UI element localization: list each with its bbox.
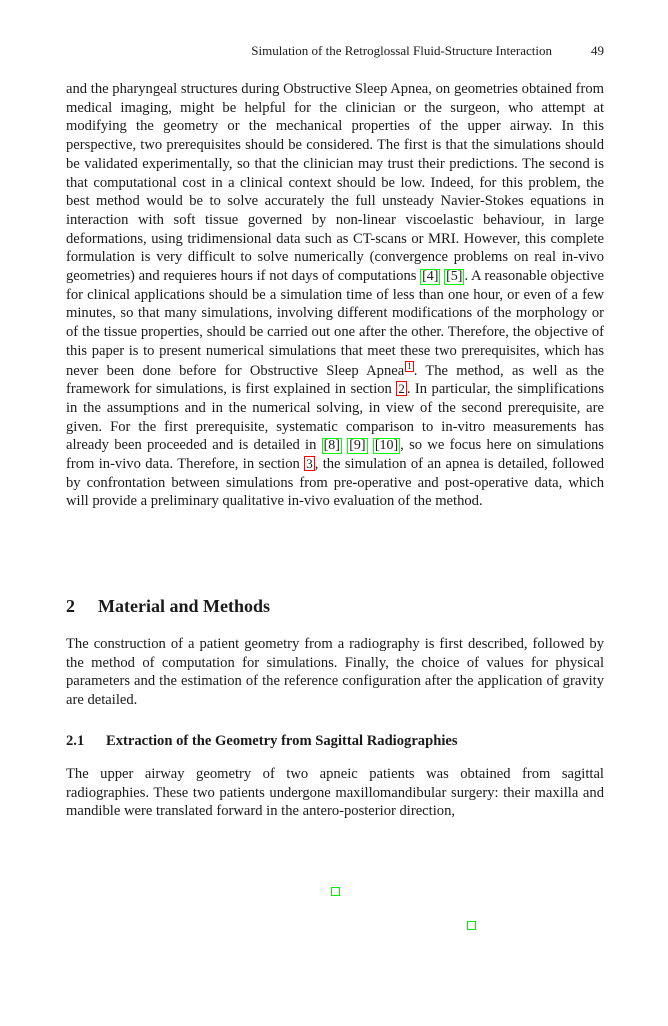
section-number: 2 [66, 596, 75, 616]
footnote-link[interactable]: 1 [407, 360, 412, 371]
subsection-2-1-paragraph [66, 765, 604, 821]
section-title: Material and Methods [98, 596, 270, 616]
intro-text-3: . The method, as well as the framework for simulations, is first explained in section [66, 362, 604, 398]
citation-9[interactable]: [9] [349, 438, 366, 454]
running-header [66, 42, 604, 60]
intro-text-6: , the simulation of an apnea is detailed, followed by confrontation between simulations from pre-operative and post-operative data, which will provide a preliminary qualitative in-vivo evaluation of the method. [66, 456, 604, 510]
section-2-link[interactable]: 2 [398, 381, 405, 397]
intro-text-2: . A reasonable objective for clinical applications should be a simulation time of less than one hour, or even of a few minutes, so that many simulations, involving different modifications of the morphology or of the tissue properties, should be carried out one after the other. Therefore, the objective of this paper is to present numerical simulations that meet these two prerequisites, which has never been done before for Obstructive Sleep Apnea [66, 268, 604, 379]
citation-10[interactable]: [10] [374, 438, 399, 454]
citation-4[interactable]: [4] [422, 269, 439, 285]
subsection-title: Extraction of the Geometry from Sagittal Radiographies [106, 733, 458, 749]
subsection-heading [66, 731, 458, 751]
running-title: Simulation of the Retroglossal Fluid-Structure Interaction [251, 43, 552, 58]
link-marker-box[interactable] [331, 887, 340, 896]
intro-text-5: , so we focus here on simulations from in-vivo data. Therefore, in section [66, 437, 604, 473]
intro-paragraph [66, 80, 604, 511]
intro-text-4: . In particular, the simplifications in the assumptions and in the numerical solving, in view of the second prerequisite, are given. For the first prerequisite, systematic comparison to in-vitro measurements has already been proceeded and is detailed in [66, 381, 604, 454]
section-heading [66, 594, 270, 618]
section-2-text: The construction of a patient geometry from a radiography is first described, followed by the method of computation for simulations. Finally, the choice of values for physical parameters and the estimation of the reference configuration after the application of gravity are detailed. [66, 636, 604, 709]
section-3-link[interactable]: 3 [306, 456, 313, 472]
subsection-number: 2.1 [66, 733, 85, 749]
section-2-paragraph [66, 635, 604, 710]
citation-5[interactable]: [5] [446, 269, 463, 285]
page-number: 49 [591, 43, 604, 58]
link-marker-box[interactable] [467, 921, 476, 930]
intro-text-1: and the pharyngeal structures during Obstructive Sleep Apnea, on geometries obtained from medical imaging, might be helpful for the clinician or the surgeon, who attempt at modifying the geometry or the mechanical properties of the upper airway. In this perspective, two prerequisites should be considered. The first is that the simulations should be validated experimentally, so that the clinician may trust their predictions. The second is that computational cost in a clinical context should be low. Indeed, for this problem, the best method would be to solve accurately the full unsteady Navier-Stokes equations in interaction with soft tissue governed by non-linear viscoelastic behaviour, in large deformations, using tridimensional data such as CT-scans or MRI. However, this complete formulation is very difficult to solve numerically (convergence problems on real in-vivo geometries) and requieres hours if not days of computations [66, 81, 604, 285]
subsection-2-1-text: The upper airway geometry of two apneic patients was obtained from sagittal radiographies. These two patients undergone maxillomandibular surgery: their maxilla and mandible were translated forward in the antero-posterior direction, [66, 766, 604, 820]
citation-8[interactable]: [8] [323, 438, 340, 454]
